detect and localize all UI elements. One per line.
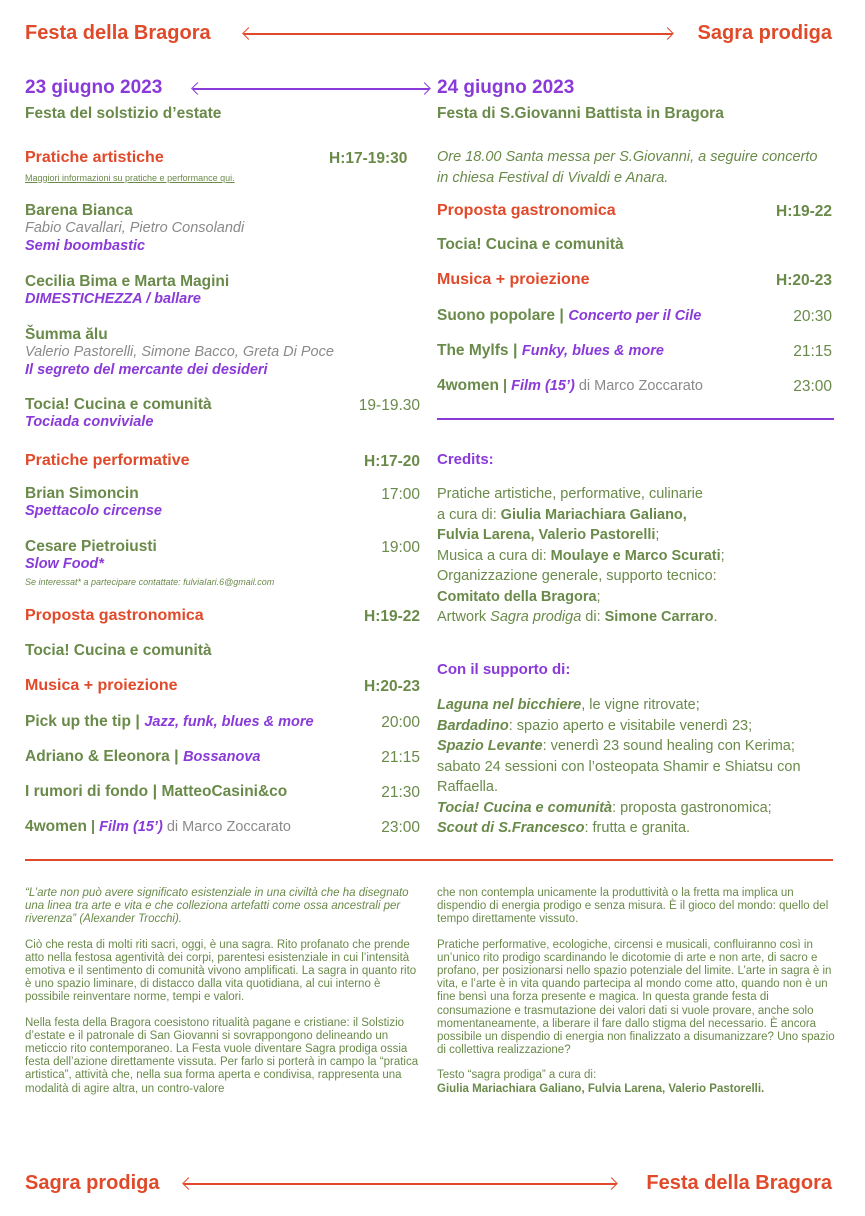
music-row [437, 342, 664, 360]
music-separator: | [512, 342, 518, 359]
arts-item-work: DIMESTICHEZZA / ballare [25, 291, 201, 307]
essay-credit-names: Giulia Mariachiara Galiano, Fulvia Larena, Valerio Pastorelli. [437, 1082, 765, 1095]
music-row [25, 748, 260, 766]
arts-item-time: 19-19.30 [358, 397, 420, 414]
essay-right [437, 887, 835, 1096]
day2-gastro-item: Tocia! Cucina e comunità [437, 236, 624, 253]
music-name: 4women [25, 818, 88, 835]
day1-subtitle: Festa del solstizio d’estate [25, 105, 222, 122]
music-time: 23:00 [793, 378, 832, 395]
music-genre: Funky, blues & more [521, 343, 664, 359]
credits-block [437, 484, 837, 628]
essay-paragraph: che non contempla unicamente la produttività o la fretta ma implica un dispendio di energia prodigo e senza misura. È il gioco del mondo: quello del tempo direttamente vissuto. [437, 887, 829, 926]
perf-item-time: 17:00 [381, 486, 420, 503]
right-column-divider [437, 418, 834, 420]
perf-section-title: Pratiche performative [25, 452, 190, 469]
music-separator: | [91, 819, 96, 835]
arts-item-work: Semi boombastic [25, 238, 146, 254]
music-section-title: Musica + proiezione [25, 677, 178, 694]
music-time: 21:30 [381, 784, 420, 801]
arts-info-link[interactable]: Maggiori informazioni su pratiche e performance qui. [25, 173, 235, 183]
perf-item-contact-note: Se interessat* a partecipare contattate: fulviaIari.6@gmail.com [25, 577, 275, 587]
support-line: Tocia! Cucina e comunità: proposta gastronomica; [437, 799, 772, 816]
support-line: Laguna nel bicchiere, le vigne ritrovate; [437, 697, 700, 713]
credits-line: Organizzazione generale, supporto tecnico: [437, 568, 717, 584]
arts-item-work: Tociada conviviale [25, 414, 154, 430]
music-row [25, 818, 291, 836]
arts-item-names: Valerio Pastorelli, Simone Bacco, Greta Di Poce [25, 344, 334, 360]
music-separator: | [174, 748, 179, 765]
music-time: 23:00 [381, 819, 420, 836]
perf-item-work: Slow Food* [25, 556, 104, 572]
perf-item-title: Brian Simoncin [25, 485, 139, 502]
footer-title-right: Festa della Bragora [646, 1172, 832, 1194]
music-separator: | [135, 713, 140, 730]
day2-gastro-hours: H:19-22 [776, 203, 832, 220]
music-row [25, 713, 314, 731]
music-row [437, 307, 701, 325]
day2-music-title: Musica + proiezione [437, 271, 590, 288]
essay-paragraph: “L’arte non può avere significato esistenziale in una civiltà che ha disegnato una linea tra arte e vita e che colleziona artefatti come ossa ancestrali per riverenza” (Alexander Trocchi). [25, 887, 409, 926]
perf-item-work: Spettacolo circense [25, 503, 162, 519]
support-line: Scout di S.Francesco: frutta e granita. [437, 820, 691, 836]
essay-paragraph: Ciò che resta di molti riti sacri, oggi, è una sagra. Rito profanato che prende atto nella festosa agentività dei corpi, parentesi esistenziale in cui l’intensità emotiva e il sentimento di comunità vivono amplificati. La sagra in quanto rito è uno spazio liminare, di distacco dalla vita quotidiana, al cui interno è possibile reinventare norme, tempi e valori. [25, 938, 417, 1004]
music-name: The Mylfs [437, 342, 509, 359]
music-separator: | [152, 783, 158, 800]
arts-item-title: Cecilia Bima e Marta Magini [25, 273, 230, 290]
music-genre: MatteoCasini&co [161, 783, 288, 800]
arts-item-title: Šumma ălu [25, 326, 108, 343]
music-row [25, 783, 287, 801]
music-name: Pick up the tip [25, 713, 131, 730]
music-time: 21:15 [381, 749, 420, 766]
credits-line: Pratiche artistiche, performative, culinarie [437, 486, 703, 502]
music-name: Adriano & Eleonora [25, 748, 170, 765]
arts-item-title: Barena Bianca [25, 202, 133, 219]
main-divider [25, 859, 833, 861]
perf-item-title: Cesare Pietroiusti [25, 538, 157, 555]
music-author: di Marco Zoccarato [578, 378, 703, 394]
credits-line: Fulvia Larena, Valerio Pastorelli; [437, 527, 660, 543]
mass-note: Ore 18.00 Santa messa per S.Giovanni, a seguire concerto in chiesa Festival di Vivaldi e Anara. [437, 149, 818, 186]
music-genre: Concerto per il Cile [568, 308, 702, 324]
music-author: di Marco Zoccarato [166, 819, 291, 835]
music-genre: Film (15’) [99, 819, 163, 835]
arts-item-names: Fabio Cavallari, Pietro Consolandi [25, 220, 245, 236]
day2-gastro-title: Proposta gastronomica [437, 202, 616, 219]
gastro-item: Tocia! Cucina e comunità [25, 642, 212, 659]
gastro-section-title: Proposta gastronomica [25, 607, 204, 624]
credits-line: Comitato della Bragora; [437, 588, 601, 605]
header-title-right: Sagra prodiga [697, 22, 832, 44]
music-genre: Bossanova [183, 749, 261, 765]
essay-paragraph: Pratiche performative, ecologiche, circensi e musicali, confluiranno così in un’unico rito prodigo scardinando le dicotomie di arte e non arte, di sacro e profano, per posizionarsi nello spazio potenziale del limite. L’arte in sagra è in vita, e l’arte è in vita quando partecipa al mondo come atto, quando non è un fine bensì una forza presente e magica. In questa grande festa di consumazione e trasmutazione dei valori dati si vuole provare, anche solo momentaneamente, a liberare il fare dallo stigma del necessario. È ancora possibile un dispendio di energia non finalizzato a disumanizzare? Uno spazio di collettiva realizzazione? [437, 938, 835, 1057]
music-name: 4women [437, 377, 500, 394]
day1-date: 23 giugno 2023 [25, 77, 163, 98]
music-hours: H:20-23 [364, 678, 420, 695]
day2-music-hours: H:20-23 [776, 272, 832, 289]
music-name: Suono popolare [437, 307, 555, 324]
header-title-left: Festa della Bragora [25, 22, 211, 44]
music-genre: Film (15’) [511, 378, 575, 394]
credits-heading: Credits: [437, 451, 494, 468]
day2-date: 24 giugno 2023 [437, 77, 575, 98]
music-genre: Jazz, funk, blues & more [144, 714, 314, 730]
credits-line: Musica a cura di: Moulaye e Marco Scurati; [437, 547, 725, 564]
support-line: Spazio Levante: venerdì 23 sound healing con Kerima; sabato 24 sessioni con l’osteopata Shamir e Shiatsu con Raffaella. [437, 738, 801, 795]
perf-hours: H:17-20 [364, 453, 420, 470]
gastro-hours: H:19-22 [364, 608, 420, 625]
arts-item-title: Tocia! Cucina e comunità [25, 396, 212, 413]
credits-line: a cura di: Giulia Mariachiara Galiano, [437, 506, 687, 523]
arts-hours: H:17-19:30 [329, 150, 408, 167]
day2-subtitle: Festa di S.Giovanni Battista in Bragora [437, 105, 724, 122]
music-separator: | [503, 378, 508, 394]
header-arrow [244, 33, 672, 35]
music-time: 20:30 [793, 308, 832, 325]
music-row [437, 377, 703, 395]
dates-arrow [193, 88, 429, 90]
credits-line: Artwork Sagra prodiga di: Simone Carraro. [437, 609, 718, 625]
support-block [437, 695, 835, 839]
music-time: 20:00 [381, 714, 420, 731]
music-separator: | [559, 307, 564, 324]
music-time: 21:15 [793, 343, 832, 360]
perf-item-time: 19:00 [381, 539, 420, 556]
essay-left [25, 887, 420, 1108]
arts-item-work: Il segreto del mercante dei desideri [25, 362, 268, 378]
essay-paragraph: Nella festa della Bragora coesistono ritualità pagane e cristiane: il Solstizio d’estate e il patronale di San Giovanni si sovrappongono delineando un meticcio rito contemporaneo. La Festa vuole diventare Sagra prodiga ossia festa dell’azione direttamente vissuta. Per farlo si porterà in campo la “pratica artistica”, attività che, nella sua forma aperta e condivisa, rappresenta una modalità di agire altra, un contro-valore [25, 1016, 419, 1095]
footer-title-left: Sagra prodiga [25, 1172, 160, 1194]
essay-credit-label: Testo “sagra prodiga” a cura di: [437, 1069, 597, 1082]
arts-section-title: Pratiche artistiche [25, 149, 164, 166]
support-heading: Con il supporto di: [437, 661, 571, 678]
support-line: Bardadino: spazio aperto e visitabile venerdì 23; [437, 717, 753, 734]
footer-arrow [184, 1183, 616, 1185]
music-name: I rumori di fondo [25, 783, 149, 800]
